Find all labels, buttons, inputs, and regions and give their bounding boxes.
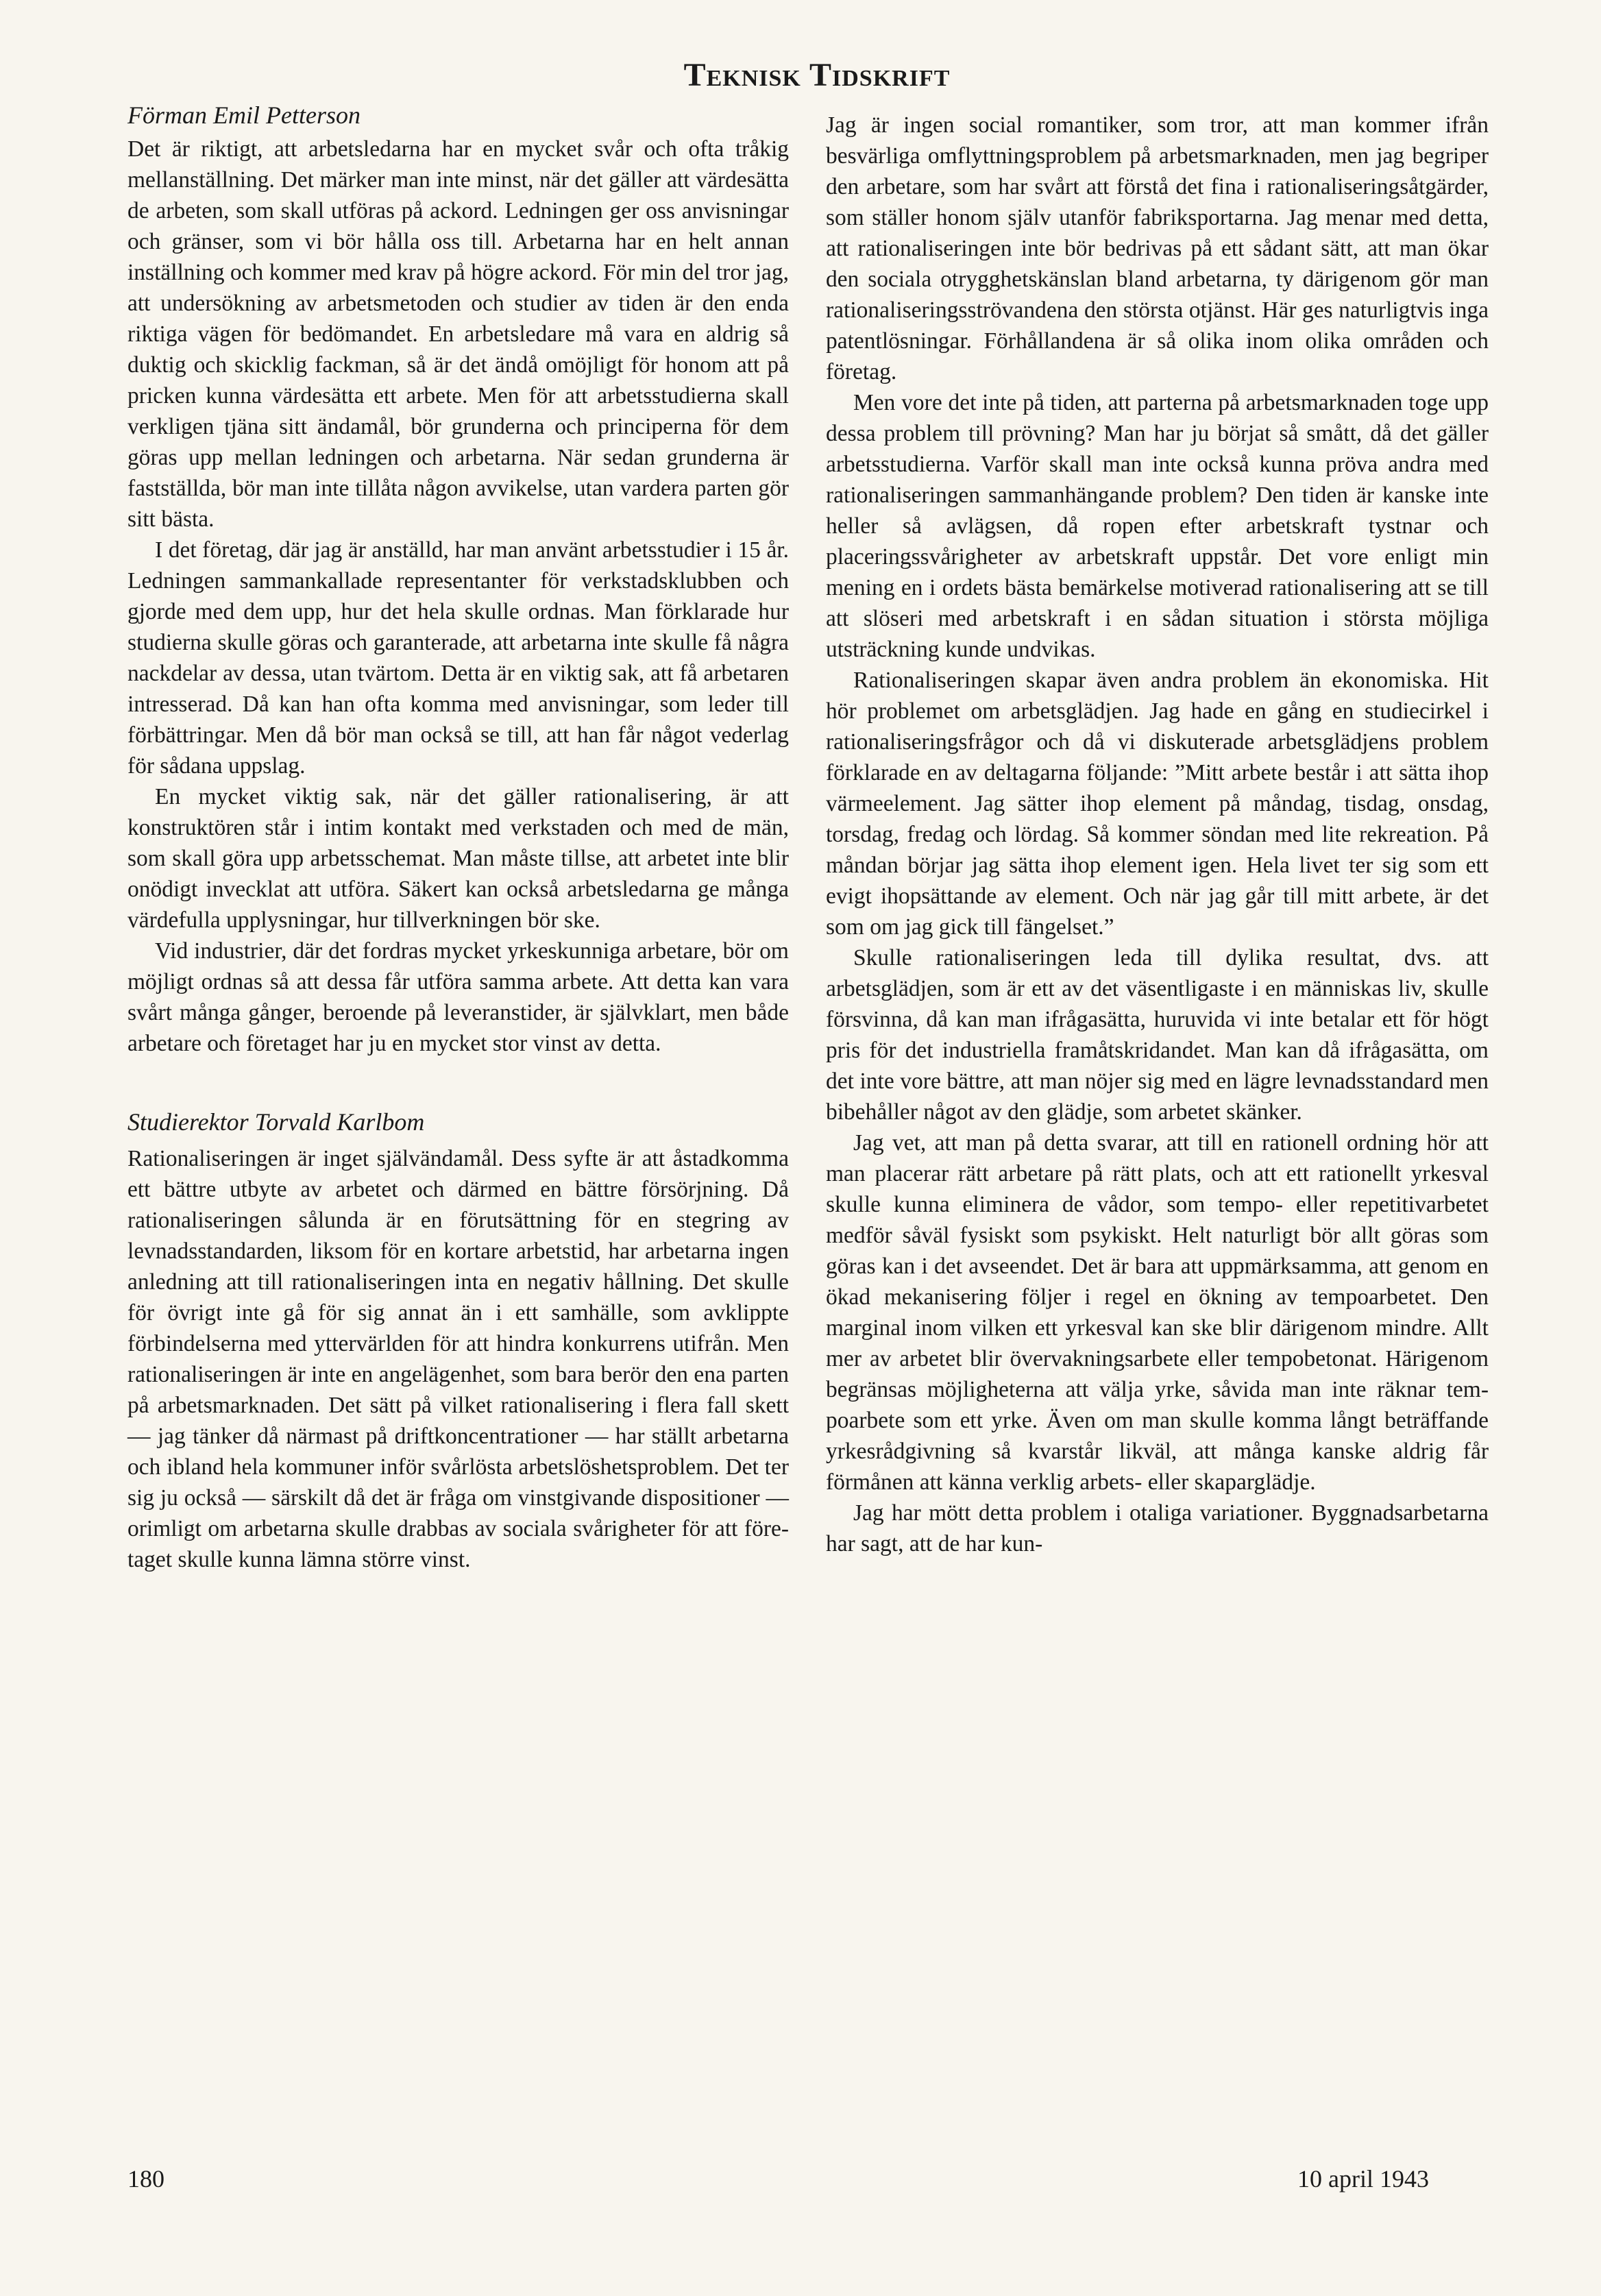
paragraph: I det företag, där jag är anställd, har man använt arbetsstudier i 15 år. Ledningen sammankallade representanter för verkstadsklubben och gjorde med dem upp, hur det hela skulle ordnas. Man förklarade hur studierna skulle göras och garanterade, att arbetarna inte skulle få några nackdelar av dessa, utan tvärtom. Detta är en viktig sak, att få arbetaren intresserad. Då kan han ofta komma med anvisningar, som leder till förbättringar. Men då bör man också se till, att han får något vederlag för sådana uppslag.	[127, 537, 789, 779]
paragraph: Rationaliseringen skapar även andra problem än ekonomiska. Hit hör problemet om arbetsglädjen. Jag hade en gång en studiecirkel i rationaliseringsfrågor och då vi diskuterade arbetsglädjens problem förklarade en av deltagarna följande: ”Mitt arbete består i att sätta ihop värmeelement. Jag sätter ihop element på måndag, tisdag, onsdag, torsdag, fredag och lördag. Så kommer söndan med lite rekreation. På måndan börjar jag sätta ihop element igen. Hela livet ter sig som ett evigt ihopsättande av element. Och när jag går till mitt arbete, är det som om jag gick till fängelset.”	[826, 668, 1489, 940]
paragraph: Jag har mött detta problem i otaliga variationer. Byggnadsarbetarna har sagt, att de har kun-	[826, 1500, 1489, 1556]
paragraph: En mycket viktig sak, när det gäller rationalisering, är att konstruktören står i intim kontakt med verkstaden och med de män, som skall göra upp arbetsschemat. Man måste tillse, att arbetet inte blir onödigt invecklat att utföra. Säkert kan också arbetsledarna ge många värdefulla upplysningar, hur tillverkningen bör ske.	[127, 784, 789, 933]
paragraph: Jag är ingen social romantiker, som tror, att man kommer ifrån besvärliga omflyttningsproblem på arbetsmarknaden, men jag begriper den arbetare, som har svårt att förstå det fina i rationaliseringsåtgärder, som ställer honom själv utanför fabriksportarna. Jag menar med detta, att rationaliseringen inte bör bedrivas på ett sådant sätt, att man ökar den sociala otrygghetskänslan bland arbetarna, ty därigenom gör man rationaliseringsströvandena den största otjänst. Här ges naturligtvis inga patentlösningar. Förhållandena är så olika inom olika områden och företag.	[826, 112, 1489, 384]
paragraph: Men vore det inte på tiden, att parterna på arbetsmarknaden toge upp dessa problem till prövning? Man har ju börjat så smått, då det gäller arbetsstudierna. Varför skall man inte också kunna pröva andra med rationaliseringen sammanhängande problem? Den tiden är kanske inte heller så avlägsen, då ropen efter arbetskraft tystnar och placeringssvårigheter av arbetskraft uppstår. Det vore enligt min mening en i ordets bästa bemärkelse motiverad rationalisering att se till att slöseri med arbetskraft i en sådan situation i största möjliga utsträckning kunde undvikas.	[826, 390, 1489, 662]
byline-torvald-karlbom: Studierektor Torvald Karlbom	[127, 1108, 425, 1136]
issue-date: 10 april 1943	[1297, 2165, 1429, 2193]
page-number: 180	[127, 2165, 164, 2193]
paragraph: Rationaliseringen är inget självändamål. Dess syfte är att åstadkomma ett bättre utbyte av arbetet och därmed en bättre försörjning. Då rationaliseringen sålunda är en förutsättning för en stegring av levnadsstandarden, liksom för en kortare arbetstid, har arbetarna ingen anledning att till rationaliseringen inta en negativ hållning. Det skulle för övrigt inte gå för sig annat än i ett samhälle, som avklippte förbindelserna med yttervärlden för att hindra konkurrens utifrån. Men rationaliseringen är inte en angelägenhet, som bara berör den ena parten på arbetsmarknaden. Det sätt på vilket rationalisering i flera fall skett — jag tänker då närmast på driftkoncentrationer — har ställt arbetarna och ibland hela kommuner inför svårlösta arbetslöshetsproblem. Det ter sig ju också — särskilt då det är fråga om vinstgivande dispositioner — orimligt om arbetarna skulle drabbas av sociala svårigheter för att företaget skulle kunna lämna större vinst.	[127, 1146, 789, 1572]
left-column	[127, 100, 789, 1575]
journal-masthead: Teknisk Tidskrift	[683, 57, 951, 93]
right-column	[826, 110, 1489, 1559]
paragraph: Skulle rationaliseringen leda till dylika resultat, dvs. att arbetsglädjen, som är ett av det väsentligaste i en människas liv, skulle försvinna, då kan man ifrågasätta, huruvida vi inte betalar ett för högt pris för det industriella framåtskridandet. Man kan då ifrågasätta, om det inte vore bättre, att man nöjer sig med en lägre levnadsstandard men bibehåller något av den glädje, som arbetet skänker.	[826, 945, 1489, 1125]
paragraph: Jag vet, att man på detta svarar, att till en rationell ordning hör att man placerar rätt arbetare på rätt plats, och att ett rationellt yrkesval skulle kunna eliminera de vådor, som tempo- eller repetitivarbetet medför såväl fysiskt som psykiskt. Helt naturligt bör allt göras som göras kan i det avseendet. Det är bara att uppmärksamma, att genom en ökad mekanisering följer i regel en ökning av tempoarbetet. Den marginal inom vilken ett yrkesval kan ske blir därigenom mindre. Allt mer av arbetet blir övervakningsarbete eller tempobetonat. Härigenom begränsas möjligheterna att välja yrke, såvida man inte räknar tempoarbete som ett yrke. Även om man skulle komma långt beträffande yrkesrådgivning så kvarstår likväl, att många kanske aldrig får förmånen att känna verklig arbets- eller skaparglädje.	[826, 1130, 1489, 1495]
paragraph: Det är riktigt, att arbetsledarna har en mycket svår och ofta tråkig mellanställning. Det märker man inte minst, när det gäller att värdesätta de arbeten, som skall utföras på ackord. Ledningen ger oss anvisningar och gränser, som vi bör hålla oss till. Arbetarna har en helt annan inställning och kommer med krav på högre ackord. För min del tror jag, att undersökning av arbetsmetoden och studier av tiden är den enda riktiga vägen för bedömandet. En arbetsledare må vara en aldrig så duktig och skicklig fackman, så är det ändå omöjligt för honom att på pricken kunna värdesätta ett arbete. Men för att arbetsstudierna skall verkligen tjäna sitt ändamål, bör grunderna och principerna för dem göras upp mellan ledningen och arbetarna. När sedan grunderna är fastställda, bör man inte tillåta någon avvikelse, utan vardera parten gör sitt bästa.	[127, 136, 789, 532]
byline-emil-petterson: Förman Emil Petterson	[127, 101, 360, 129]
paragraph: Vid industrier, där det fordras mycket yrkeskunniga arbetare, bör om möjligt ordnas så att dessa får utföra samma arbete. Att detta kan vara svårt många gånger, beroende på leveranstider, är självklart, men både arbetare och företaget har ju en mycket stor vinst av detta.	[127, 938, 789, 1056]
